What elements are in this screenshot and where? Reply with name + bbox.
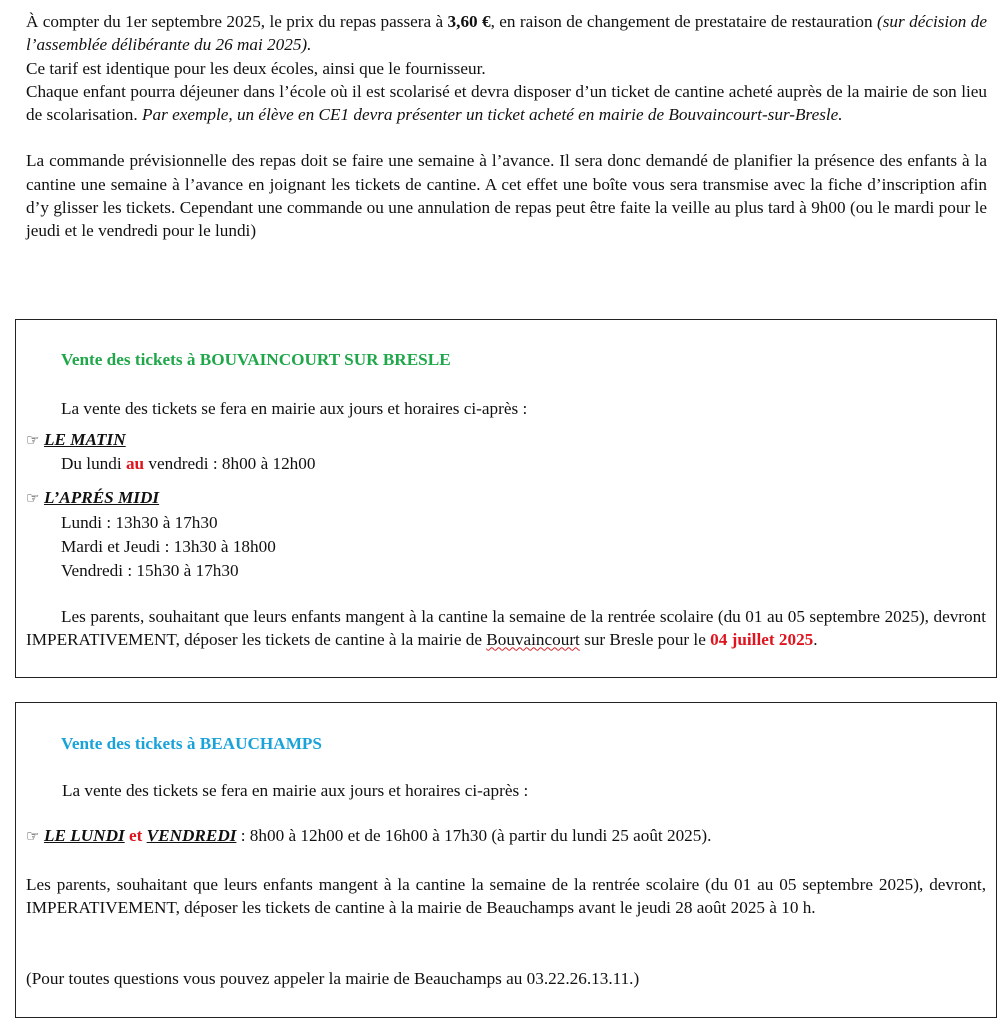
afternoon-hours-tue-thu: Mardi et Jeudi : 13h30 à 18h00: [61, 537, 276, 556]
deadline-date: 04 juillet 2025: [710, 630, 814, 650]
afternoon-hours-monday: Lundi : 13h30 à 17h30: [61, 513, 218, 532]
afternoon-hours-friday: Vendredi : 15h30 à 17h30: [61, 561, 239, 580]
bouvaincourt-notice: Les parents, souhaitant que leurs enfants mangent à la cantine la semaine de la rentrée scolaire (du 01 au 05 septembre 2025), devront IMPERATIVEMENT, déposer les tickets de cantine à la mairie de Bouvaincourt sur Bresle pour le 04 juillet 2025.: [26, 607, 986, 650]
morning-heading: LE MATIN: [44, 430, 126, 449]
bouvaincourt-intro: La vente des tickets se fera en mairie aux jours et horaires ci-après :: [61, 399, 528, 418]
beauchamps-title: Vente des tickets à BEAUCHAMPS: [61, 734, 322, 753]
pointing-hand-icon: ☞: [26, 433, 40, 449]
school-paragraph: Chaque enfant pourra déjeuner dans l’école où il est scolarisé et devra disposer d’un ticket de cantine acheté auprès de la mairie de son lieu de scolarisation. Par exemple, un élève en CE1 devra présenter un ticket acheté en mairie de Bouvaincourt-sur-Bresle.: [26, 81, 987, 125]
morning-heading-line: [26, 428, 126, 453]
intro-section: [26, 10, 987, 243]
beauchamps-contact: (Pour toutes questions vous pouvez appeler la mairie de Beauchamps au 03.22.26.13.11.): [26, 969, 640, 988]
meal-price: 3,60 €: [447, 12, 491, 31]
price-paragraph: À compter du 1er septembre 2025, le prix du repas passera à 3,60 €, en raison de changement de prestataire de restauration (sur décision de l’assemblée délibérante du 26 mai 2025).: [26, 12, 987, 55]
pointing-hand-icon: ☞: [26, 829, 40, 845]
bouvaincourt-box: [15, 319, 997, 678]
afternoon-heading: L’APRÉS MIDI: [44, 488, 160, 507]
same-rate-paragraph: Ce tarif est identique pour les deux écoles, ainsi que le fournisseur.: [26, 58, 486, 78]
beauchamps-box: [15, 702, 997, 1018]
beauchamps-intro: La vente des tickets se fera en mairie aux jours et horaires ci-après :: [62, 781, 529, 800]
order-paragraph: La commande prévisionnelle des repas doit se faire une semaine à l’avance. Il sera donc demandé de planifier la présence des enfants à la cantine une semaine à l’avance en joignant les tickets de cantine. A cet effet une boîte vous sera transmise avec la fiche d’inscription afin d’y glisser les tickets. Cependant une commande ou une annulation de repas peut être faite la veille au plus tard à 9h00 (ou le mardi pour le jeudi et le vendredi pour le lundi): [26, 151, 987, 241]
beauchamps-notice: Les parents, souhaitant que leurs enfants mangent à la cantine la semaine de la rentrée scolaire (du 01 au 05 septembre 2025), devront, IMPERATIVEMENT, déposer les tickets de cantine à la mairie de Beauchamps avant le jeudi 28 août 2025 à 10 h.: [26, 875, 986, 918]
beauchamps-days-line: ☞ LE LUNDI et VENDREDI : 8h00 à 12h00 et de 16h00 à 17h30 (à partir du lundi 25 août 2025).: [26, 824, 711, 849]
bouvaincourt-title: Vente des tickets à BOUVAINCOURT SUR BRESLE: [61, 350, 451, 369]
pointing-hand-icon: ☞: [26, 491, 40, 507]
afternoon-heading-line: [26, 486, 159, 511]
morning-hours: Du lundi au vendredi : 8h00 à 12h00: [61, 454, 316, 473]
